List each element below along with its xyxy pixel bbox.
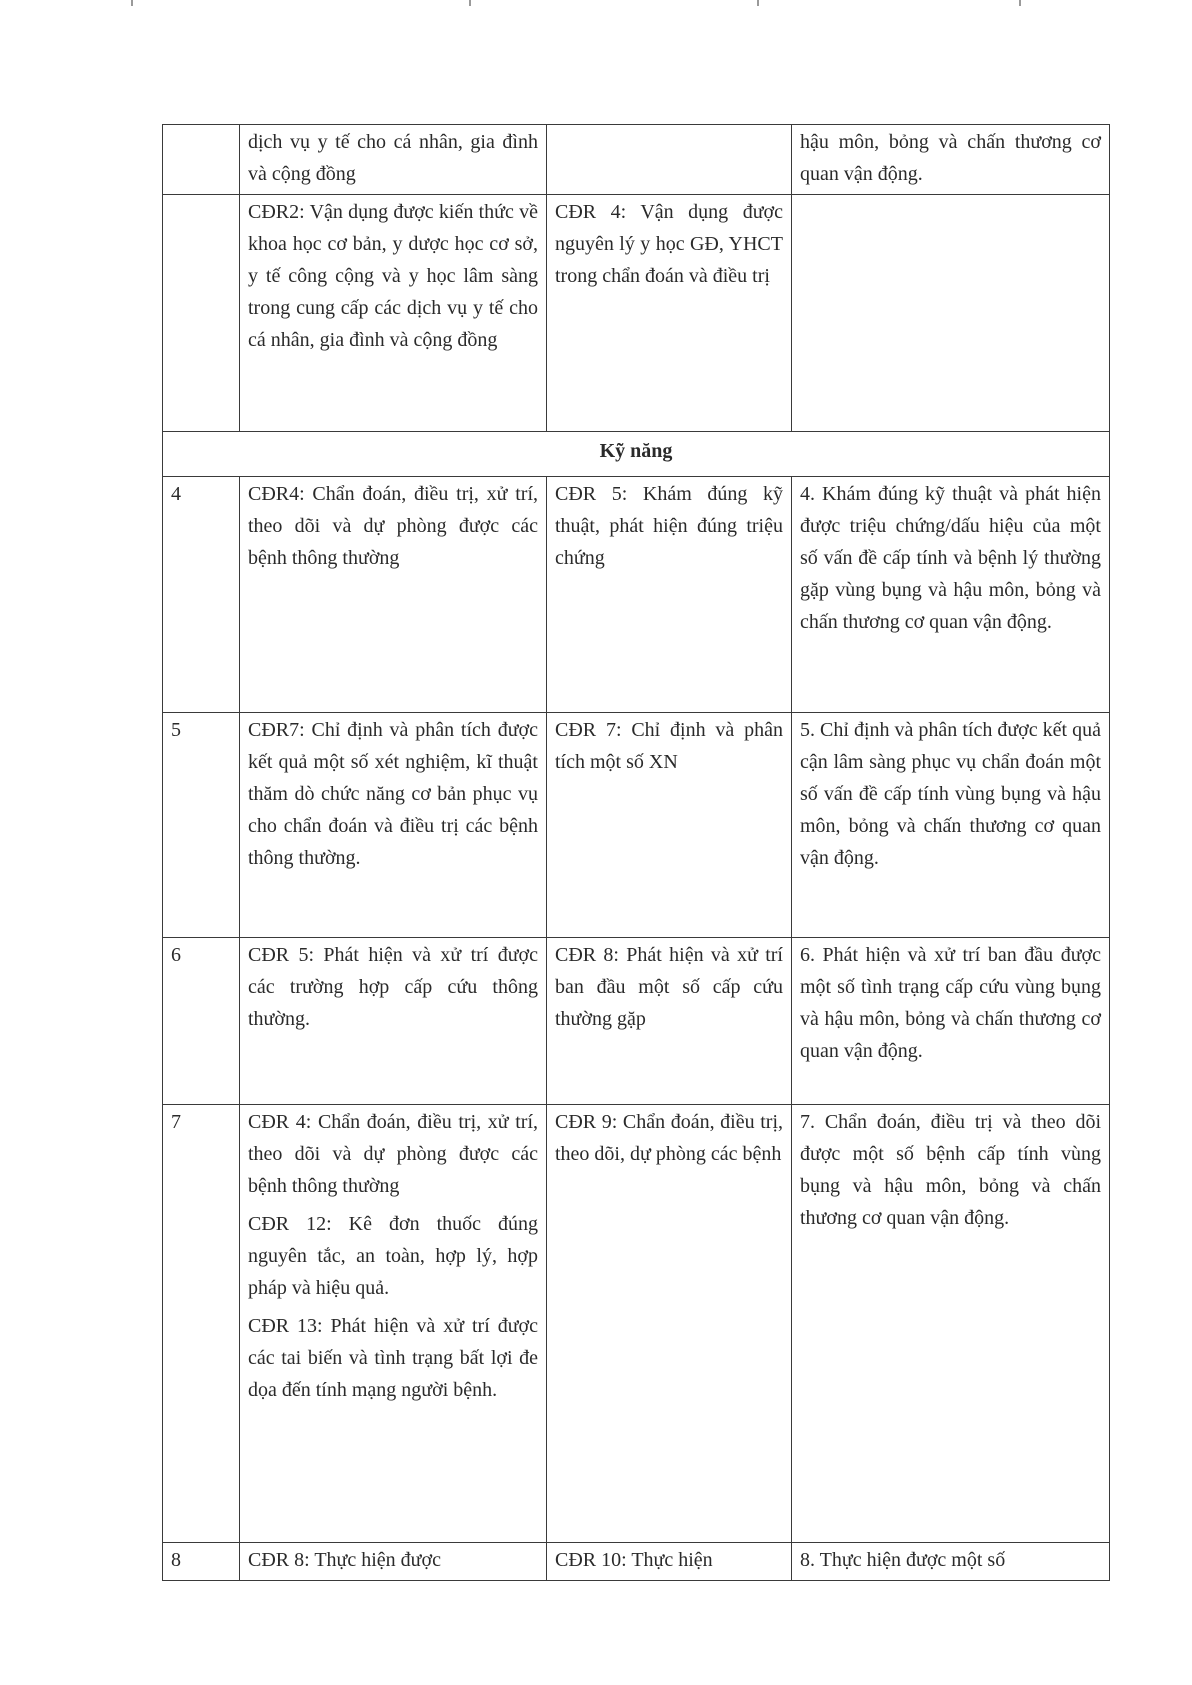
table-row [163, 195, 1110, 432]
program-outcome-text: CĐR7: Chỉ định và phân tích được kết quả một số xét nghiệm, kĩ thuật thăm dò chức năng cơ bản phục vụ cho chẩn đoán và điều trị các bệnh thông thường. [248, 719, 538, 869]
program-outcome-text: CĐR 8: Thực hiện được [248, 1549, 441, 1571]
module-outcome-cell [547, 125, 792, 195]
program-outcome-text: CĐR 5: Phát hiện và xử trí được các trường hợp cấp cứu thông thường. [248, 944, 538, 1030]
table-row [163, 125, 1110, 195]
table-row [163, 713, 1110, 938]
section-row [163, 432, 1110, 477]
learning-outcomes-table [162, 124, 1110, 1581]
row-number: 8 [163, 1543, 240, 1581]
program-outcome-text: CĐR 4: Chẩn đoán, điều trị, xử trí, theo dõi và dự phòng được các bệnh thông thường [248, 1111, 538, 1197]
module-outcome-cell: CĐR 10: Thực hiện [547, 1543, 792, 1581]
program-outcome-text: CĐR4: Chẩn đoán, điều trị, xử trí, theo dõi và dự phòng được các bệnh thông thường [248, 483, 538, 569]
course-outcome-cell: 4. Khám đúng kỹ thuật và phát hiện được triệu chứng/dấu hiệu của một số vấn đề cấp tính và bệnh lý thường gặp vùng bụng và hậu môn, bỏng và chấn thương cơ quan vận động. [792, 477, 1110, 713]
row-number: 6 [163, 938, 240, 1105]
scan-mark [131, 0, 133, 6]
table-row [163, 1543, 1110, 1581]
row-number: 5 [163, 713, 240, 938]
program-outcome-text: dịch vụ y tế cho cá nhân, gia đình và cộng đồng [248, 131, 538, 185]
program-outcome-cell [240, 477, 547, 713]
module-outcome-cell: CĐR 8: Phát hiện và xử trí ban đầu một số cấp cứu thường gặp [547, 938, 792, 1105]
program-outcome-cell [240, 1543, 547, 1581]
course-outcome-cell: 7. Chẩn đoán, điều trị và theo dõi được một số bệnh cấp tính vùng bụng và hậu môn, bỏng và chấn thương cơ quan vận động. [792, 1105, 1110, 1543]
course-outcome-cell: 6. Phát hiện và xử trí ban đầu được một số tình trạng cấp cứu vùng bụng và hậu môn, bỏng và chấn thương cơ quan vận động. [792, 938, 1110, 1105]
row-number: 4 [163, 477, 240, 713]
program-outcome-cell [240, 195, 547, 432]
table-row [163, 477, 1110, 713]
row-number: 7 [163, 1105, 240, 1543]
table-row [163, 1105, 1110, 1543]
course-outcome-cell: 8. Thực hiện được một số [792, 1543, 1110, 1581]
program-outcome-cell [240, 938, 547, 1105]
program-outcome-text: CĐR 13: Phát hiện và xử trí được các tai biến và tình trạng bất lợi đe dọa đến tính mạng người bệnh. [248, 1315, 538, 1401]
course-outcome-cell: 5. Chỉ định và phân tích được kết quả cận lâm sàng phục vụ chẩn đoán một số vấn đề cấp tính vùng bụng và hậu môn, bỏng và chấn thương cơ quan vận động. [792, 713, 1110, 938]
module-outcome-cell: CĐR 5: Khám đúng kỹ thuật, phát hiện đúng triệu chứng [547, 477, 792, 713]
module-outcome-cell: CĐR 7: Chỉ định và phân tích một số XN [547, 713, 792, 938]
section-title: Kỹ năng [163, 432, 1110, 477]
course-outcome-cell [792, 195, 1110, 432]
program-outcome-text: CĐR 12: Kê đơn thuốc đúng nguyên tắc, an toàn, hợp lý, hợp pháp và hiệu quả. [248, 1213, 538, 1299]
program-outcome-cell [240, 1105, 547, 1543]
module-outcome-cell: CĐR 4: Vận dụng được nguyên lý y học GĐ, YHCT trong chẩn đoán và điều trị [547, 195, 792, 432]
row-number [163, 195, 240, 432]
scan-mark [1019, 0, 1021, 6]
course-outcome-cell: hậu môn, bỏng và chấn thương cơ quan vận động. [792, 125, 1110, 195]
table-row [163, 938, 1110, 1105]
program-outcome-cell [240, 125, 547, 195]
program-outcome-cell [240, 713, 547, 938]
module-outcome-cell: CĐR 9: Chẩn đoán, điều trị, theo dõi, dự phòng các bệnh [547, 1105, 792, 1543]
row-number [163, 125, 240, 195]
scan-mark [469, 0, 471, 6]
program-outcome-text: CĐR2: Vận dụng được kiến thức về khoa học cơ bản, y dược học cơ sở, y tế công cộng và y học lâm sàng trong cung cấp các dịch vụ y tế cho cá nhân, gia đình và cộng đồng [248, 201, 538, 351]
scan-mark [757, 0, 759, 6]
